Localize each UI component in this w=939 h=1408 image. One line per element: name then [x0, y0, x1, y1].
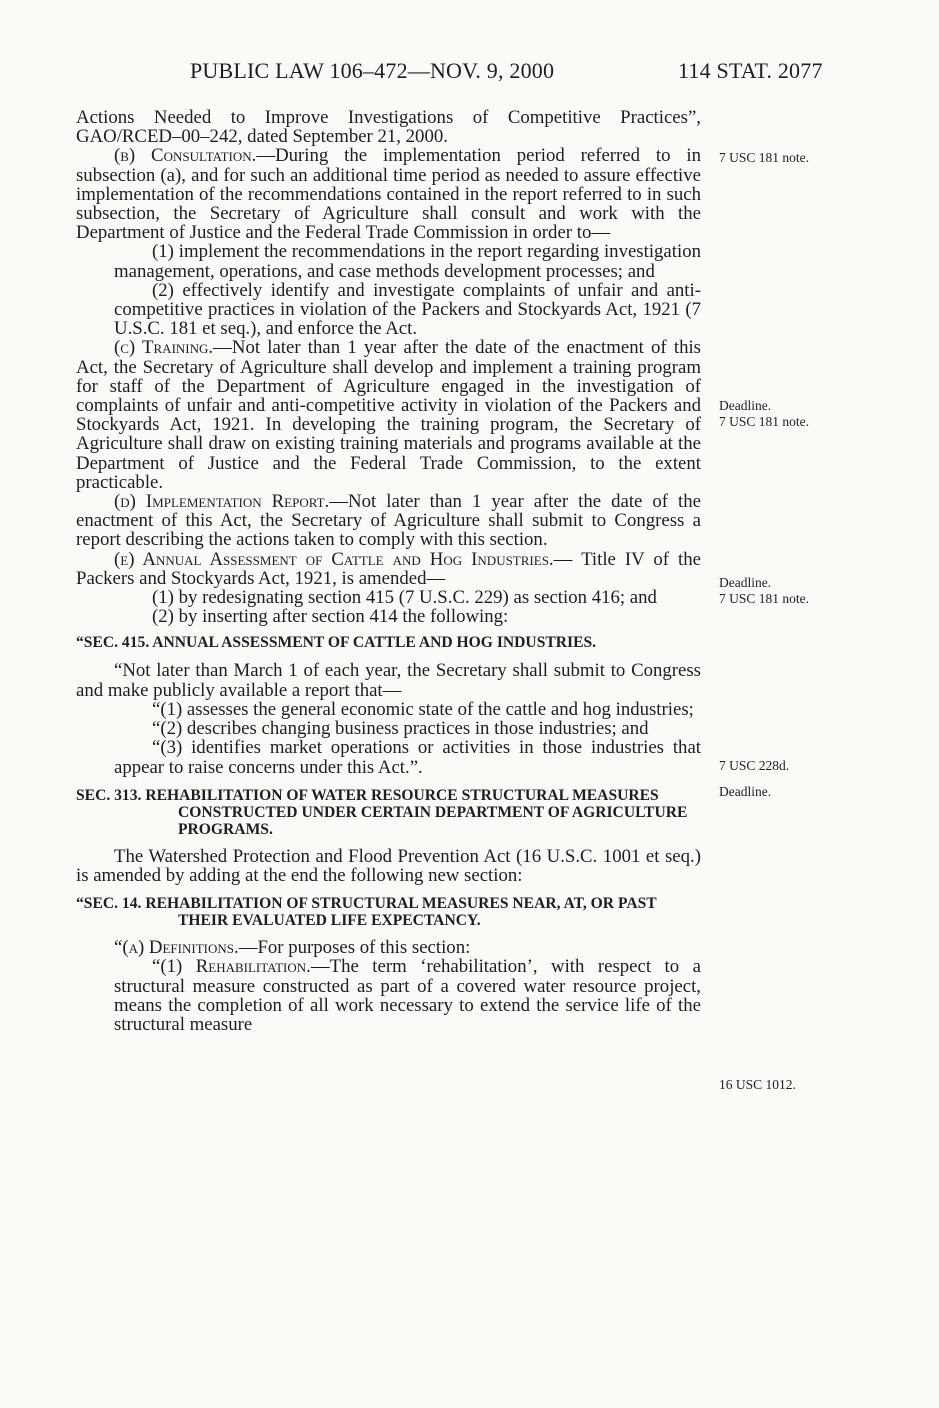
section-313-heading: SEC. 313. REHABILITATION OF WATER RESOURCE STRUCTURAL MEASURES CONSTRUCTED UNDER CERTAIN DEPARTMENT OF AGRICULTURE PROGRAMS.	[76, 786, 688, 838]
margin-note-section-415-deadline: Deadline.	[719, 784, 772, 799]
training-heading: (c) Training.	[114, 337, 214, 359]
paragraph-redesignate: (1) by redesignating section 415 (7 U.S.C. 229) as section 416; and	[152, 587, 657, 609]
margin-note-training-deadline: Deadline.	[719, 398, 772, 413]
paragraph-consultation	[76, 146, 701, 242]
paragraph-insert: (2) by inserting after section 414 the following:	[152, 606, 509, 628]
margin-note-report-deadline: Deadline.	[719, 575, 772, 590]
section-14-heading: “SEC. 14. REHABILITATION OF STRUCTURAL MEASURES NEAR, AT, OR PAST THEIR EVALUATED LIFE EXPECTANCY.	[76, 895, 657, 930]
paragraph-rehabilitation	[76, 957, 701, 1034]
paragraph-definitions	[76, 938, 701, 957]
paragraph-item-2: (2) effectively identify and investigate complaints of unfair and anti-competitive practices in violation of the Packers and Stockyards Act, 1921 (7 U.S.C. 181 et seq.), and enforce the Act.	[114, 279, 701, 340]
consultation-heading: (b) Consultation.	[114, 145, 257, 167]
paragraph-describes: “(2) describes changing business practices in those industries; and	[152, 718, 649, 740]
margin-note-section-415-citation: 7 USC 228d.	[719, 758, 790, 773]
paragraph-assesses: “(1) assesses the general economic state of the cattle and hog industries;	[152, 698, 694, 720]
definitions-text: —For purposes of this section:	[238, 937, 471, 959]
training-text: —Not later than 1 year after the date of the enactment of this Act, the Secretary of Agriculture shall develop and implement a training program for staff of the Department of Agriculture engaged in the investigation of complaints of unfair and anti-competitive activity in violation of the Packers and Stockyards Act, 1921. In developing the training program, the Secretary of Agriculture shall draw on existing training materials and programs available at the Department of Justice and the Federal Trade Commission, to the extent practicable.	[76, 337, 701, 493]
definitions-heading: “(a) Definitions.	[114, 937, 239, 959]
implementation-text: —Not later than 1 year after the date of the enactment of this Act, the Secretary of Agriculture shall submit to Congress a report describing the actions taken to comply with this section.	[76, 491, 701, 551]
paragraph-report-requirement: “Not later than March 1 of each year, the Secretary shall submit to Congress and make publicly available a report that—	[76, 660, 701, 701]
margin-note-report-citation: 7 USC 181 note.	[719, 591, 810, 606]
paragraph-implementation-report	[76, 492, 701, 550]
running-header: PUBLIC LAW 106–472—NOV. 9, 2000	[190, 58, 555, 83]
paragraph-item-1: (1) implement the recommendations in the report regarding investigation management, operations, and case methods development processes; and	[114, 241, 701, 282]
page-number: 114 STAT. 2077	[678, 58, 823, 83]
consultation-text: —During the implementation period referred to in subsection (a), and for such an additional time period as needed to assure effective implementation of the recommendations contained in the report referred to in such subsection, the Secretary of Agriculture shall consult and work with the Department of Justice and the Federal Trade Commission in order to—	[76, 145, 701, 244]
margin-note-consultation: 7 USC 181 note.	[719, 150, 810, 165]
rehabilitation-heading: “(1) Rehabilitation.	[152, 956, 311, 978]
paragraph-training	[76, 338, 701, 492]
rehabilitation-text: —The term ‘rehabilitation’, with respect to a structural measure constructed as part of a covered water resource project, means the completion of all work necessary to extend the service life of the structural measure	[114, 956, 701, 1035]
section-415-heading: “SEC. 415. ANNUAL ASSESSMENT OF CATTLE AND HOG INDUSTRIES.	[76, 634, 597, 652]
paragraph-identifies: “(3) identifies market operations or activities in those industries that appear to raise concerns under this Act.”.	[114, 737, 701, 778]
document-body	[76, 108, 701, 1034]
implementation-heading: (d) Implementation Report.	[114, 491, 330, 513]
paragraph-annual-assessment	[76, 550, 701, 588]
margin-note-training-citation: 7 USC 181 note.	[719, 414, 810, 429]
paragraph-report-title: Actions Needed to Improve Investigations of Competitive Practices”, GAO/RCED–00–242, dated September 21, 2000.	[76, 107, 701, 148]
margin-note-section-14-citation: 16 USC 1012.	[719, 1077, 796, 1092]
annual-assessment-text: — Title IV of the Packers and Stockyards Act, 1921, is amended—	[76, 548, 702, 589]
annual-assessment-heading: (e) Annual Assessment of Cattle and Hog Industries.	[114, 548, 554, 570]
paragraph-watershed-act: The Watershed Protection and Flood Prevention Act (16 U.S.C. 1001 et seq.) is amended by adding at the end the following new section:	[76, 845, 701, 886]
